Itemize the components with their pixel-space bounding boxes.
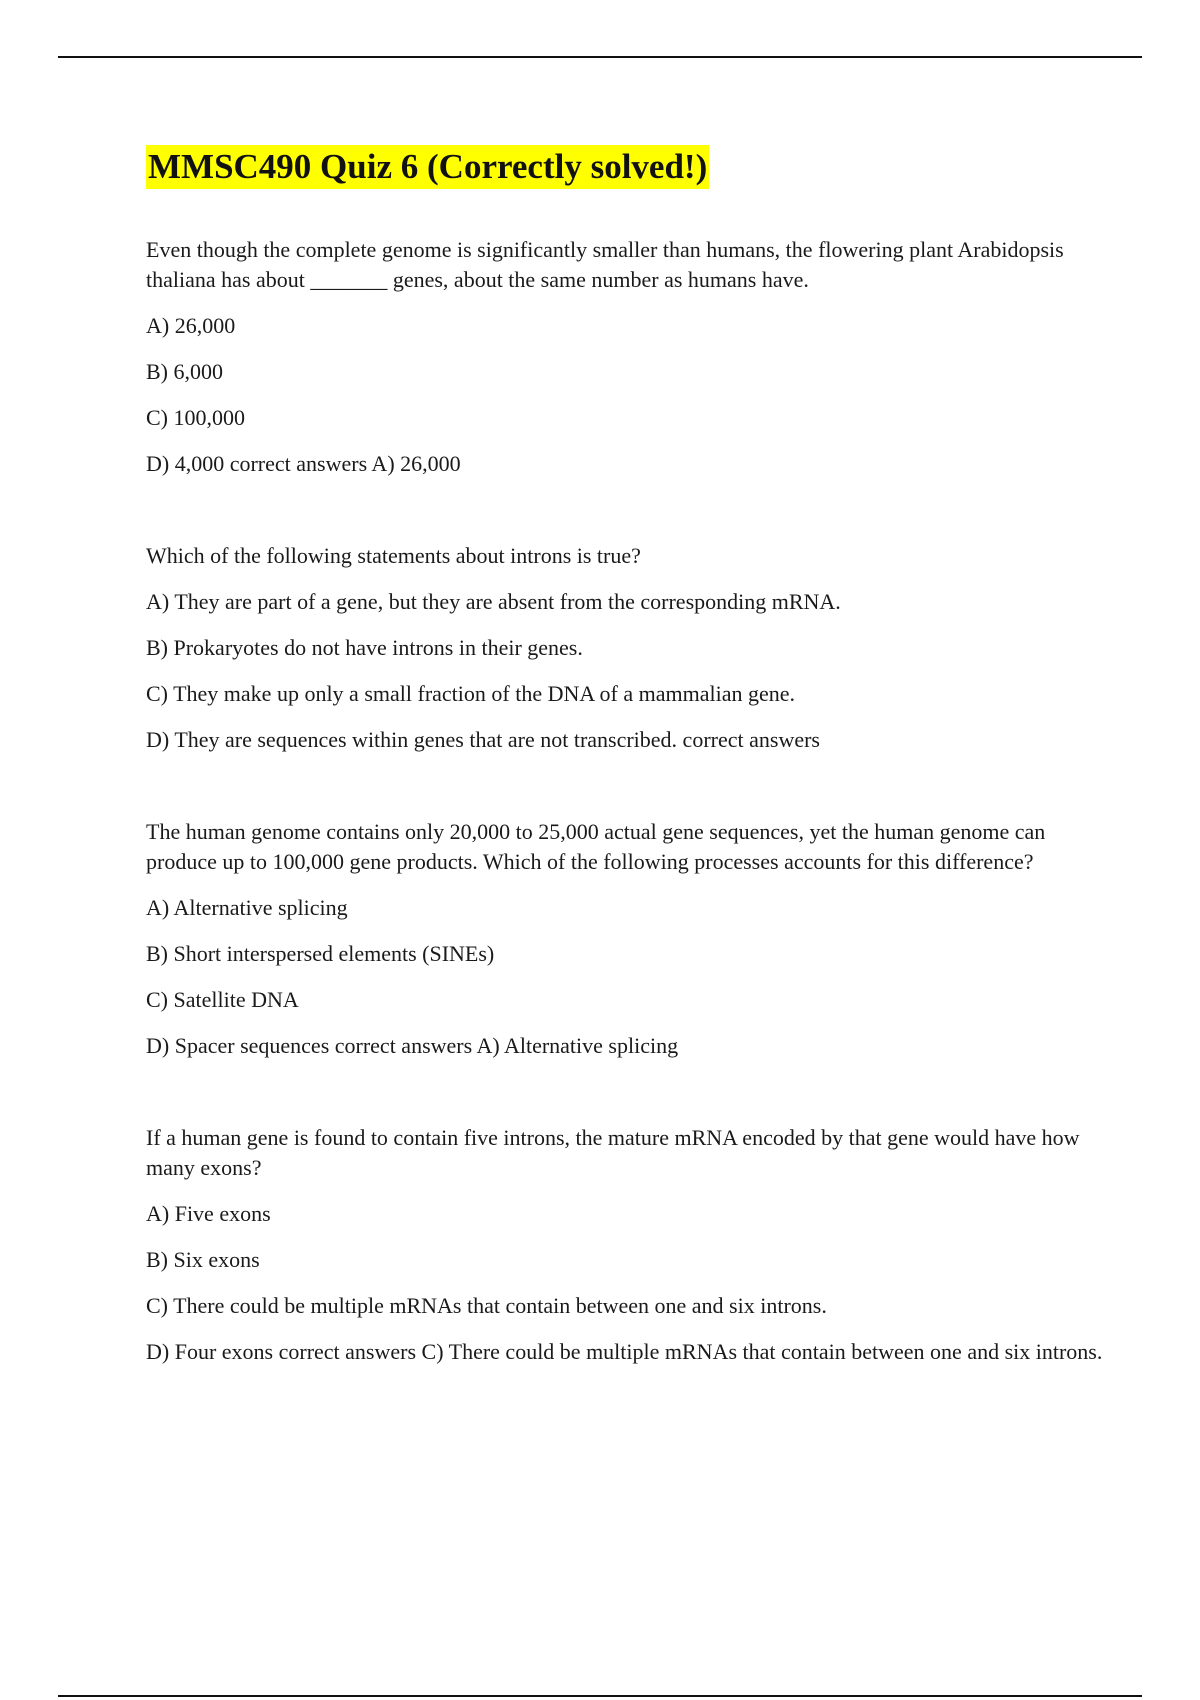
answer-option: B) Short interspersed elements (SINEs) <box>146 941 495 966</box>
answer-option: B) 6,000 <box>146 359 223 384</box>
answer-option: A) Five exons <box>146 1201 271 1226</box>
answer-option: A) 26,000 <box>146 313 236 338</box>
answer-option: C) 100,000 <box>146 405 245 430</box>
answer-option: B) Six exons <box>146 1247 260 1272</box>
answer-option: D) 4,000 correct answers A) 26,000 <box>146 451 461 476</box>
question-text: The human genome contains only 20,000 to 25,000 actual gene sequences, yet the human genome can produce up to 100,000 gene products. Which of the following processes accounts for this difference? <box>146 819 1046 874</box>
answer-option: C) There could be multiple mRNAs that contain between one and six introns. <box>146 1293 827 1318</box>
answer-option: C) They make up only a small fraction of the DNA of a mammalian gene. <box>146 681 796 706</box>
document-body <box>146 145 1106 1367</box>
document-title: MMSC490 Quiz 6 (Correctly solved!) <box>146 145 709 189</box>
question-2 <box>146 541 1106 755</box>
answer-option: B) Prokaryotes do not have introns in their genes. <box>146 635 583 660</box>
header-rule <box>58 56 1142 58</box>
answer-option: D) Spacer sequences correct answers A) Alternative splicing <box>146 1033 679 1058</box>
question-1 <box>146 235 1106 479</box>
question-4 <box>146 1123 1106 1367</box>
question-text: Which of the following statements about introns is true? <box>146 543 641 568</box>
answer-option: D) They are sequences within genes that are not transcribed. correct answers <box>146 727 820 752</box>
question-text: Even though the complete genome is significantly smaller than humans, the flowering plant Arabidopsis thaliana has about _______ genes, about the same number as humans have. <box>146 237 1064 292</box>
question-text: If a human gene is found to contain five introns, the mature mRNA encoded by that gene would have how many exons? <box>146 1125 1080 1180</box>
question-3 <box>146 817 1106 1061</box>
footer-rule <box>58 1695 1142 1697</box>
answer-option: A) They are part of a gene, but they are absent from the corresponding mRNA. <box>146 589 841 614</box>
answer-option: A) Alternative splicing <box>146 895 348 920</box>
answer-option: D) Four exons correct answers C) There could be multiple mRNAs that contain between one and six introns. <box>146 1339 1103 1364</box>
answer-option: C) Satellite DNA <box>146 987 299 1012</box>
